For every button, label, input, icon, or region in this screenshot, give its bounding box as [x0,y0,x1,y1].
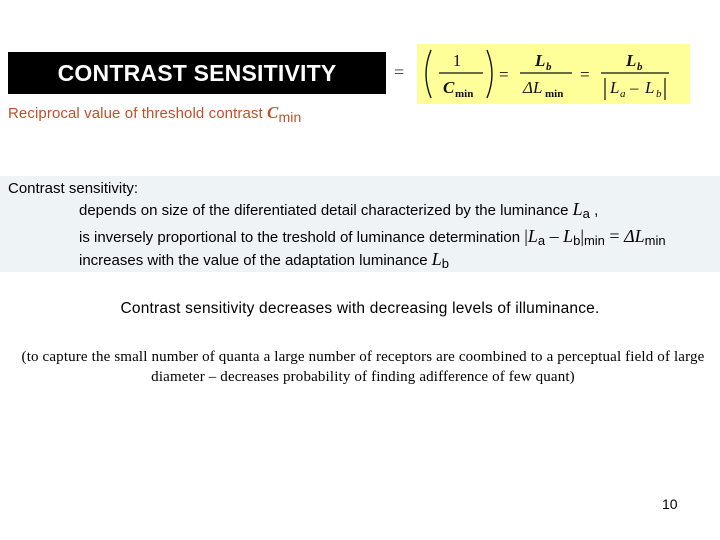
panel-line-1-var: L [572,199,583,219]
panel-line-3-text: increases with the value of the adaptation luminance [79,252,428,269]
panel-line-2-delta: ΔL [624,226,645,246]
panel-line-2-bar-right: | [580,226,584,246]
panel-line-1-text: depends on size of the diferentiated detail characterized by the luminance [79,202,569,219]
panel-line-3-sub: b [441,256,449,271]
panel-line-2-eq: = [604,226,625,246]
formula-lb-3-sub: b [656,88,662,100]
formula-c: C [443,78,455,97]
subtitle-sub: min [278,109,302,125]
panel-line-1-sub: a [582,206,590,221]
panel-line-2-bar-left: | [524,226,528,246]
formula-lb-3: L [645,78,655,97]
panel-heading: Contrast sensitivity: [8,180,139,197]
formula-la: L [610,78,620,97]
formula-minus: – [630,78,639,97]
page-number: 10 [662,496,678,512]
slide-subtitle [8,103,301,125]
formula-lb-sub: b [546,61,552,73]
panel-line-2-lb-sub: b [573,233,581,248]
formula-delta-sub: min [545,88,564,100]
formula-la-sub: a [620,88,626,100]
formula-one: 1 [452,51,462,70]
panel-line-1 [79,199,598,221]
panel-line-2-text: is inversely proportional to the treshold of luminance determination [79,229,521,246]
formula-lb: L [535,51,546,70]
main-statement: Contrast sensitivity decreases with decreasing levels of illuminance. [120,300,600,317]
formula-right-paren [487,50,492,98]
formula-box [417,44,690,104]
panel-line-1-end: , [589,202,599,219]
formula-graphic [417,44,690,104]
formula-lb-2-sub: b [637,61,643,73]
parenthetical-note: (to capture the small number of quanta a large number of receptors are coombined to a perceptual field of large diameter – decreases probability of finding adifference of few quant) [21,349,705,385]
formula-delta-l: ΔL [523,78,543,97]
formula-eq-2: = [580,65,590,84]
panel-line-2-delta-sub: min [644,233,666,248]
panel-line-3 [79,249,449,271]
panel-line-2-minus: – [545,226,564,246]
panel-line-2 [79,226,666,248]
panel-line-2-sub-min: min [583,233,605,248]
panel-line-3-var: L [431,249,442,269]
subtitle-var: C [267,103,279,122]
panel-line-2-la: L [527,226,538,246]
formula-left-paren [426,50,431,98]
subtitle-text: Reciprocal value of threshold contrast [8,105,268,122]
formula-lb-2: L [626,51,637,70]
panel-line-2-lb: L [563,226,574,246]
slide-title-text: CONTRAST SENSITIVITY [57,59,337,86]
slide-title [8,52,386,94]
formula-eq-1: = [499,65,509,84]
panel-line-2-la-sub: a [537,233,546,248]
formula-c-sub: min [455,88,474,100]
equals-sign: = [394,62,405,82]
